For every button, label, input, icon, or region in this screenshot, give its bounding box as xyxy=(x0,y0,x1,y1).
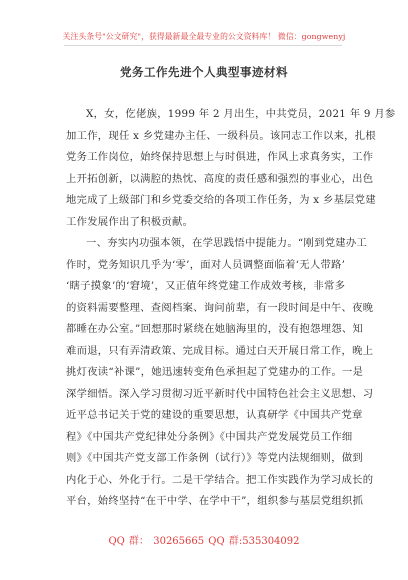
paragraph-line: 作时，党务知识几乎为‘零’，面对人员调整面临着‘无人带路’ xyxy=(66,258,346,271)
document-body xyxy=(66,104,396,513)
paragraph-line: 挑灯夜读“补课”，她迅速转变角色承担起了党建办的工作。一是 xyxy=(66,366,364,378)
paragraph-line: 深学细悟。深入学习贯彻习近平新时代中国特色社会主义思想、习 xyxy=(66,387,374,400)
paragraph-line: 难而退，只有弄清政策、完成目标。通过白天开展日常工作，晚上 xyxy=(66,344,374,357)
paragraph-line: 平台，始终坚持“在干中学、在学中干”，组织参与基层党组织抓 xyxy=(66,495,364,507)
paragraph-line: 程》《中国共产党纪律处分条例》《中国共产党发展党员工作细 xyxy=(66,430,353,443)
paragraph-line: 地完成了上级部门和乡党委交给的各项工作任务，为 x 乡基层党建 xyxy=(66,194,376,206)
paragraph-line: 内化于心、外化于行。二是干学结合。把工作实践作为学习成长的 xyxy=(66,473,374,486)
paragraph-line: 则》《中国共产党支部工作条例（试行）》等党内法规细则，做到 xyxy=(66,452,364,464)
paragraph-line: 加工作，现任 x 乡党建办主任、一级科员。该同志工作以来，扎根 xyxy=(66,129,376,142)
paragraph-line: 上开拓创新，以满腔的热忱、高度的责任感和强烈的事业心，出色 xyxy=(66,172,374,185)
paragraph-line: ‘瞎子摸象’的‘窘境’，又正值年终党建工作成效考核，非常多 xyxy=(66,280,346,292)
paragraph-line: 近平总书记关于党的建设的重要思想，认真研学《中国共产党章 xyxy=(66,409,363,421)
paragraph-line: 党务工作岗位，始终保持思想上与时俱进，作风上求真务实，工作 xyxy=(66,151,374,163)
header-banner: 关注头条号"公文研究"，获得最新最全最专业的公文资料库！ 微信：gongwenyj xyxy=(62,32,346,41)
paragraph-line: 的资料需要整理、查阅档案、询问前辈，有一段时间是中午、夜晚 xyxy=(66,301,374,314)
header-divider xyxy=(64,45,342,46)
paragraph-line: X，女，仡佬族，1999 年 2 月出生，中共党员，2021 年 9 月参 xyxy=(86,108,396,120)
paragraph-line: 工作发展作出了积极贡献。 xyxy=(66,215,194,228)
document-title: 党务工作先进个人典型事迹材料 xyxy=(120,65,288,79)
footer-contact: QQ 群： 30265665 QQ 群:535304092 xyxy=(108,536,300,547)
paragraph-line: 都睡在办公室。”回想那时紧绕在她脑海里的，没有抱怨埋怨、知 xyxy=(66,323,364,335)
paragraph-line: 一、夯实内功强本领，在学思践悟中提能力。“刚到党建办工 xyxy=(86,237,368,249)
